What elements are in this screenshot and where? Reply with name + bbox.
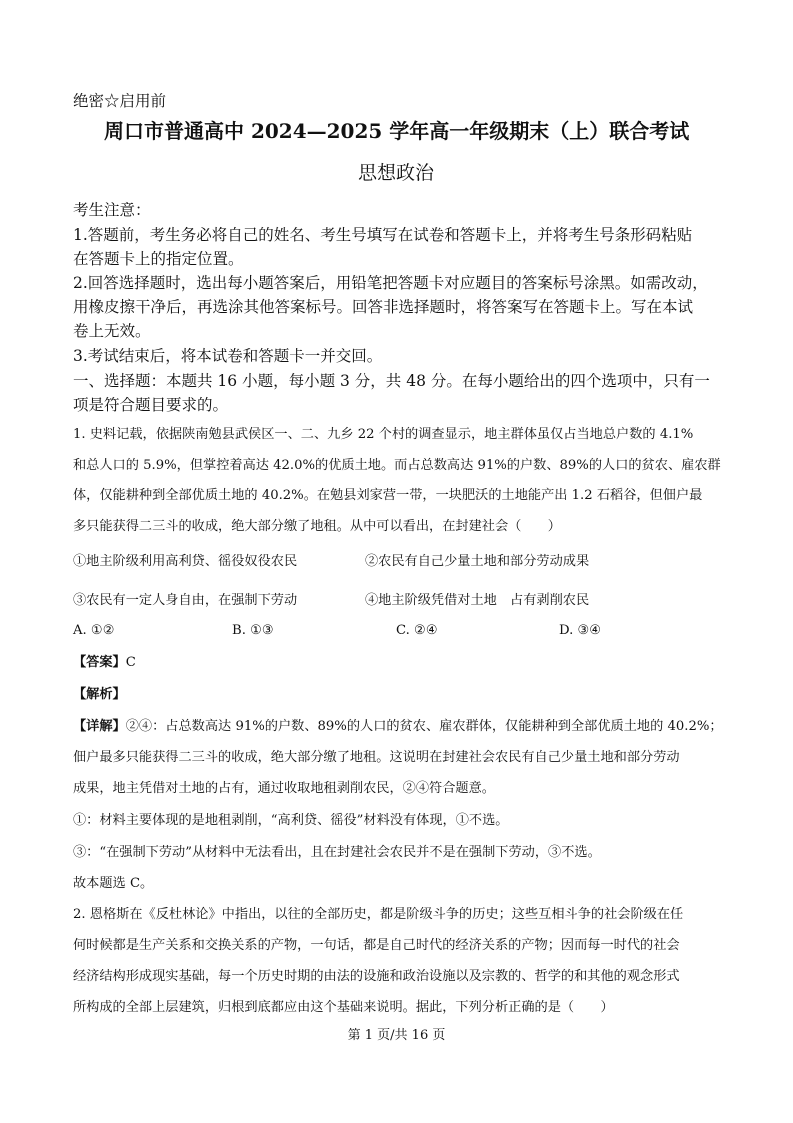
q1-detail-line: ①：材料主要体现的是地租剥削，“高利贷、徭役”材料没有体现，①不选。 [73, 813, 509, 828]
q1-option: ②农民有自己少量土地和部分劳动成果 [365, 554, 590, 569]
notice-line: 在答题卡上的指定位置。 [73, 250, 244, 268]
q1-choice-c: C. ②④ [396, 623, 438, 638]
q2-stem-line: 所构成的全部上层建筑，归根到底都应由这个基础来说明。据此，下列分析正确的是（ ） [73, 1000, 614, 1015]
secret-label: 绝密☆启用前 [73, 92, 167, 110]
detail-tag: 【详解】 [73, 719, 126, 734]
q1-stem-line: 体，仅能耕种到全部优质土地的 40.2%。在勉县刘家营一带，一块肥沃的土地能产出 1.2 石稻谷，但佃户最 [73, 488, 703, 503]
q2-stem-line: 何时候都是生产关系和交换关系的产物，一句话，都是自己时代的经济关系的产物；因而每一时代的社会 [73, 938, 680, 953]
q1-stem-line: 多只能获得二三斗的收成，绝大部分缴了地租。从中可以看出，在封建社会（ ） [73, 519, 561, 534]
notice-line: 用橡皮擦干净后，再选涂其他答案标号。回答非选择题时，将答案写在答题卡上。写在本试 [73, 298, 694, 316]
q1-choice-b: B. ①③ [232, 623, 274, 638]
subject-title: 思想政治 [358, 162, 435, 184]
q1-stem-line: 和总人口的 5.9%，但掌控着高达 42.0%的优质土地。而占总数高达 91%的户数、89%的人口的贫农、雇农群 [73, 458, 721, 473]
notice-line: 2.回答选择题时，选出每小题答案后，用铅笔把答题卡对应题目的答案标号涂黑。如需改动， [73, 274, 708, 292]
q2-stem-line: 经济结构形成现实基础，每一个历史时期的由法的设施和政治设施以及宗教的、哲学的和其他的观念形式 [73, 969, 680, 984]
page-number: 第 1 页/共 16 页 [347, 1028, 446, 1043]
notice-line: 卷上无效。 [73, 322, 151, 340]
section-heading: 一、选择题：本题共 16 小题，每小题 3 分，共 48 分。在每小题给出的四个选项中，只有一 [73, 372, 710, 390]
q1-option: ④地主阶级凭借对土地 占有剥削农民 [365, 593, 590, 608]
answer-tag: 【答案】 [73, 655, 126, 670]
q1-detail-line [73, 717, 723, 737]
q1-options-row-1 [73, 550, 733, 570]
exam-title: 周口市普通高中 2024—2025 学年高一年级期末（上）联合考试 [104, 119, 690, 143]
detail-text: ②④：占总数高达 91%的户数、89%的人口的贫农、雇农群体，仅能耕种到全部优质土地的 40.2%； [125, 719, 723, 734]
q1-choice-a: A. ①② [73, 623, 115, 638]
q1-choice-d: D. ③④ [559, 623, 602, 638]
answer-value: C [125, 655, 136, 670]
q1-detail-line: 成果，地主凭借对土地的占有，通过收取地租剥削农民，②④符合题意。 [73, 781, 495, 796]
analysis-tag: 【解析】 [73, 687, 126, 702]
q1-detail-line: ③：“在强制下劳动”从材料中无法看出，且在封建社会农民并不是在强制下劳动，③不选。 [73, 845, 601, 860]
notice-line: 1.答题前，考生务必将自己的姓名、考生号填写在试卷和答题卡上，并将考生号条形码粘贴 [73, 226, 693, 244]
notice-line: 3.考试结束后，将本试卷和答题卡一并交回。 [73, 347, 383, 365]
notice-heading: 考生注意： [73, 201, 151, 219]
q1-option: ①地主阶级利用高利贷、徭役奴役农民 [73, 554, 298, 569]
q1-option: ③农民有一定人身自由，在强制下劳动 [73, 593, 298, 608]
q1-stem-line: 1. 史料记载，依据陕南勉县武侯区一、二、九乡 22 个村的调查显示，地主群体虽仅占当地总户数的 4.1% [73, 427, 694, 442]
q1-detail-line: 佃户最多只能获得二三斗的收成，绝大部分缴了地租。这说明在封建社会农民有自己少量土地和部分劳动 [73, 750, 680, 765]
q1-options-row-2 [73, 589, 733, 609]
q1-answer [73, 653, 136, 673]
q1-detail-line: 故本题选 C。 [73, 876, 154, 891]
q2-stem-line: 2. 恩格斯在《反杜林论》中指出，以往的全部历史，都是阶级斗争的历史；这些互相斗争的社会阶级在任 [73, 907, 684, 922]
q1-choices-row [73, 623, 733, 643]
section-heading: 项是符合题目要求的。 [73, 396, 229, 414]
